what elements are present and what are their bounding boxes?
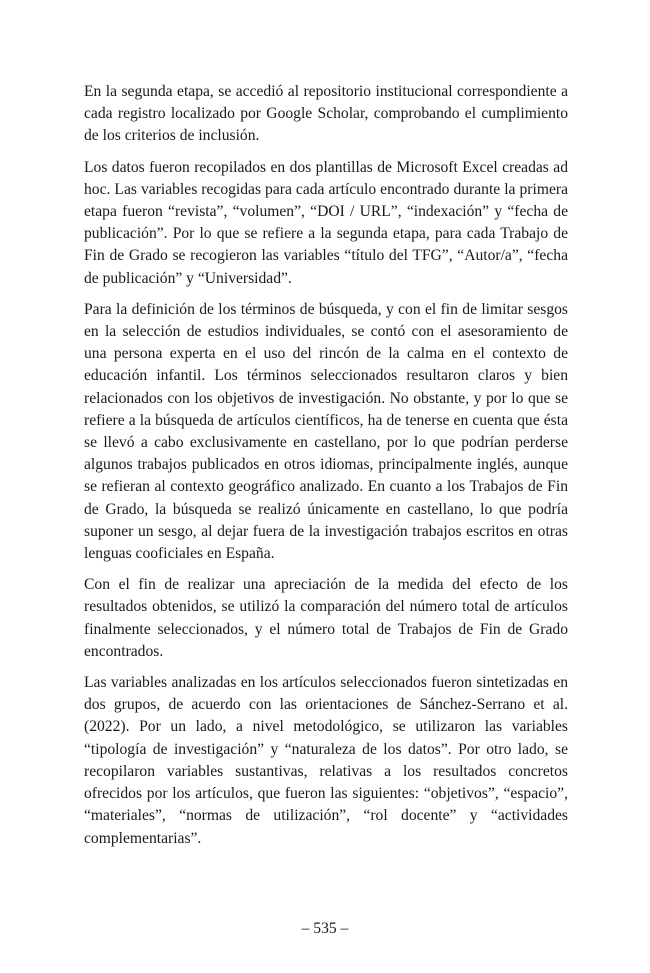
paragraph-2: Los datos fueron recopilados en dos plantillas de Microsoft Excel creadas ad hoc. Las variables recogidas para cada artículo encontrado durante la primera etapa fueron “revista”, “volumen”, “DOI / URL”, “indexación” y “fecha de publicación”. Por lo que se refiere a la segunda etapa, para cada Trabajo de Fin de Grado se recogieron las variables “título del TFG”, “Autor/a”, “fecha de publicación” y “Universidad”.: [84, 158, 568, 287]
paragraph-1: En la segunda etapa, se accedió al repositorio institucional correspondiente a cada registro localizado por Google Scholar, comprobando el cumplimiento de los criterios de inclusión.: [84, 83, 568, 145]
page-number: – 535 –: [301, 920, 349, 937]
paragraph-4: Con el fin de realizar una apreciación de la medida del efecto de los resultados obtenidos, se utilizó la comparación del número total de artículos finalmente seleccionados, y el número total de Trabajos de Fin de Grado encontrados.: [84, 576, 568, 660]
page-body: [84, 81, 568, 850]
paragraph-5: Las variables analizadas en los artículos seleccionados fueron sintetizadas en dos grupos, de acuerdo con las orientaciones de Sánchez-Serrano et al. (2022). Por un lado, a nivel metodológico, se utilizaron las variables “tipología de investigación” y “naturaleza de los datos”. Por otro lado, se recopilaron variables sustantivas, relativas a los resultados concretos ofrecidos por los artículos, que fueron las siguientes: “objetivos”, “espacio”, “materiales”, “normas de utilización”, “rol docente” y “actividades complementarias”.: [84, 674, 568, 847]
paragraph-3: Para la definición de los términos de búsqueda, y con el fin de limitar sesgos en la selección de estudios individuales, se contó con el asesoramiento de una persona experta en el uso del rincón de la calma en el contexto de educación infantil. Los términos seleccionados resultaron claros y bien relacionados con los objetivos de investigación. No obstante, y por lo que se refiere a la búsqueda de artículos científicos, ha de tenerse en cuenta que ésta se llevó a cabo exclusivamente en castellano, por lo que podrían perderse algunos trabajos publicados en otros idiomas, principalmente inglés, aunque se refieran al contexto geográfico analizado. En cuanto a los Trabajos de Fin de Grado, la búsqueda se realizó únicamente en castellano, lo que podría suponer un sesgo, al dejar fuera de la investigación trabajos escritos en otras lenguas cooficiales en España.: [84, 300, 568, 563]
